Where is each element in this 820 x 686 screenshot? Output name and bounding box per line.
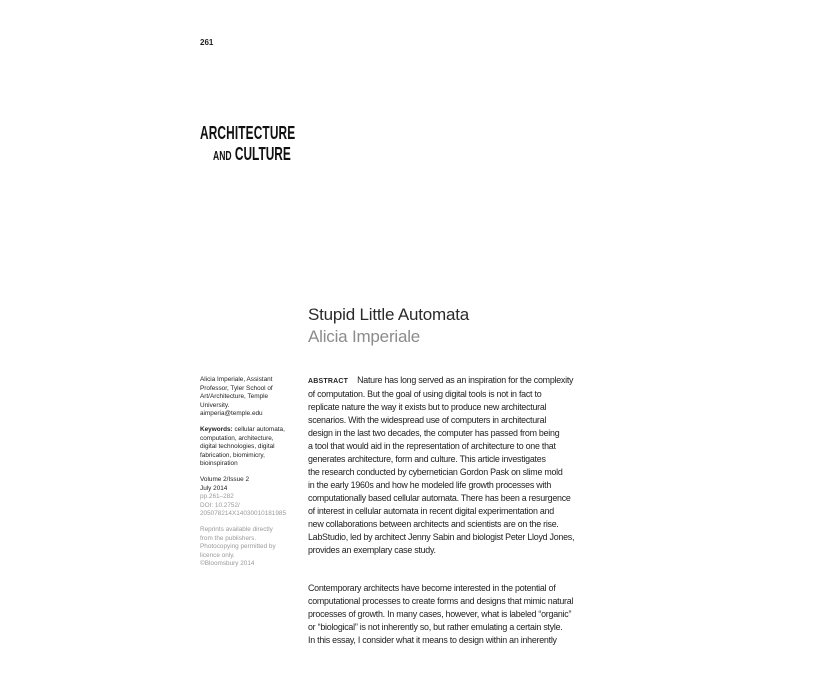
- abstract-line: in the early 1960s and how he modeled life growth processes with: [308, 480, 552, 490]
- abstract-line: scenarios. With the widespread use of computers in architectural: [308, 415, 547, 425]
- journal-logo: [200, 123, 300, 167]
- page-number: 261: [200, 38, 214, 47]
- author-info: [200, 376, 302, 419]
- issue-info: [200, 476, 302, 519]
- abstract-first-line: Nature has long served as an inspiration for the complexity: [357, 375, 574, 385]
- abstract-line: a tool that would aid in the representation of architecture to one that: [308, 441, 556, 451]
- journal-logo-and: AND: [213, 148, 232, 163]
- author-info-line: Professor, Tyler School of: [200, 384, 273, 392]
- author-info-line: Art/Architecture, Temple: [200, 393, 269, 401]
- journal-logo-line2: [213, 143, 291, 167]
- author-info-line: Alicia Imperiale, Assistant: [200, 376, 273, 383]
- abstract: [308, 374, 624, 557]
- author-email[interactable]: aimperia@temple.edu: [200, 410, 263, 418]
- doi-number[interactable]: 205078214X14030010181985: [200, 510, 287, 518]
- abstract-line: replicate nature the way it exists but to produce new architectural: [308, 402, 547, 412]
- abstract-line: of computation. But the goal of using digital tools is not in fact to: [308, 389, 542, 399]
- reprint-notice: [200, 526, 302, 569]
- abstract-line: new collaborations between architects and scientists are on the rise.: [308, 519, 559, 529]
- issue-date: July 2014: [200, 484, 228, 492]
- body-line: computational processes to create forms and designs that mimic natural: [308, 596, 574, 606]
- keywords-line: fabrication, biomimicry,: [200, 451, 265, 459]
- journal-logo-line1: ARCHITECTURE: [200, 123, 296, 143]
- abstract-label: ABSTRACT: [308, 378, 349, 385]
- page-range: pp.261–282: [200, 493, 234, 501]
- reprint-line: Reprints available directly: [200, 525, 273, 533]
- copyright: ©Bloomsbury 2014: [200, 560, 255, 568]
- keywords: [200, 426, 302, 469]
- article-title: Stupid Little Automata: [308, 305, 469, 324]
- journal-logo-culture: CULTURE: [234, 144, 291, 164]
- keywords-line: bioinspiration: [200, 460, 238, 468]
- abstract-line: [308, 374, 624, 388]
- body-text: [308, 582, 624, 647]
- sidebar-metadata: [200, 376, 302, 576]
- abstract-line: the research conducted by cybernetician Gordon Pask on slime mold: [308, 467, 563, 477]
- author-info-line: University.: [200, 401, 230, 409]
- abstract-line: design in the last two decades, the computer has passed from being: [308, 428, 560, 438]
- reprint-line: from the publishers.: [200, 534, 257, 542]
- body-line: Contemporary architects have become interested in the potential of: [308, 583, 556, 593]
- keywords-line: computation, architecture,: [200, 434, 274, 442]
- volume-issue: Volume 2/Issue 2: [200, 475, 250, 483]
- abstract-line: of interest in cellular automata in recent digital experimentation and: [308, 506, 554, 516]
- abstract-line: provides an exemplary case study.: [308, 545, 436, 555]
- reprint-line: licence only.: [200, 551, 235, 559]
- keywords-text: cellular automata,: [232, 425, 285, 433]
- article-author: Alicia Imperiale: [308, 327, 421, 346]
- body-line: or “biological” is not inherently so, but rather emulating a certain style.: [308, 622, 563, 632]
- doi[interactable]: DOI: 10.2752/: [200, 501, 240, 509]
- body-line: In this essay, I consider what it means to design within an inherently: [308, 635, 557, 645]
- reprint-line: Photocopying permitted by: [200, 543, 276, 551]
- keywords-line: digital technologies, digital: [200, 443, 275, 451]
- abstract-line: generates architecture, form and culture. This article investigates: [308, 454, 546, 464]
- keywords-label: Keywords:: [200, 425, 233, 433]
- body-line: processes of growth. In many cases, however, what is labeled “organic”: [308, 609, 572, 619]
- abstract-line: computationally based cellular automata. There has been a resurgence: [308, 493, 571, 503]
- abstract-line: LabStudio, led by architect Jenny Sabin and biologist Peter Lloyd Jones,: [308, 532, 575, 542]
- keywords-line: [200, 426, 302, 435]
